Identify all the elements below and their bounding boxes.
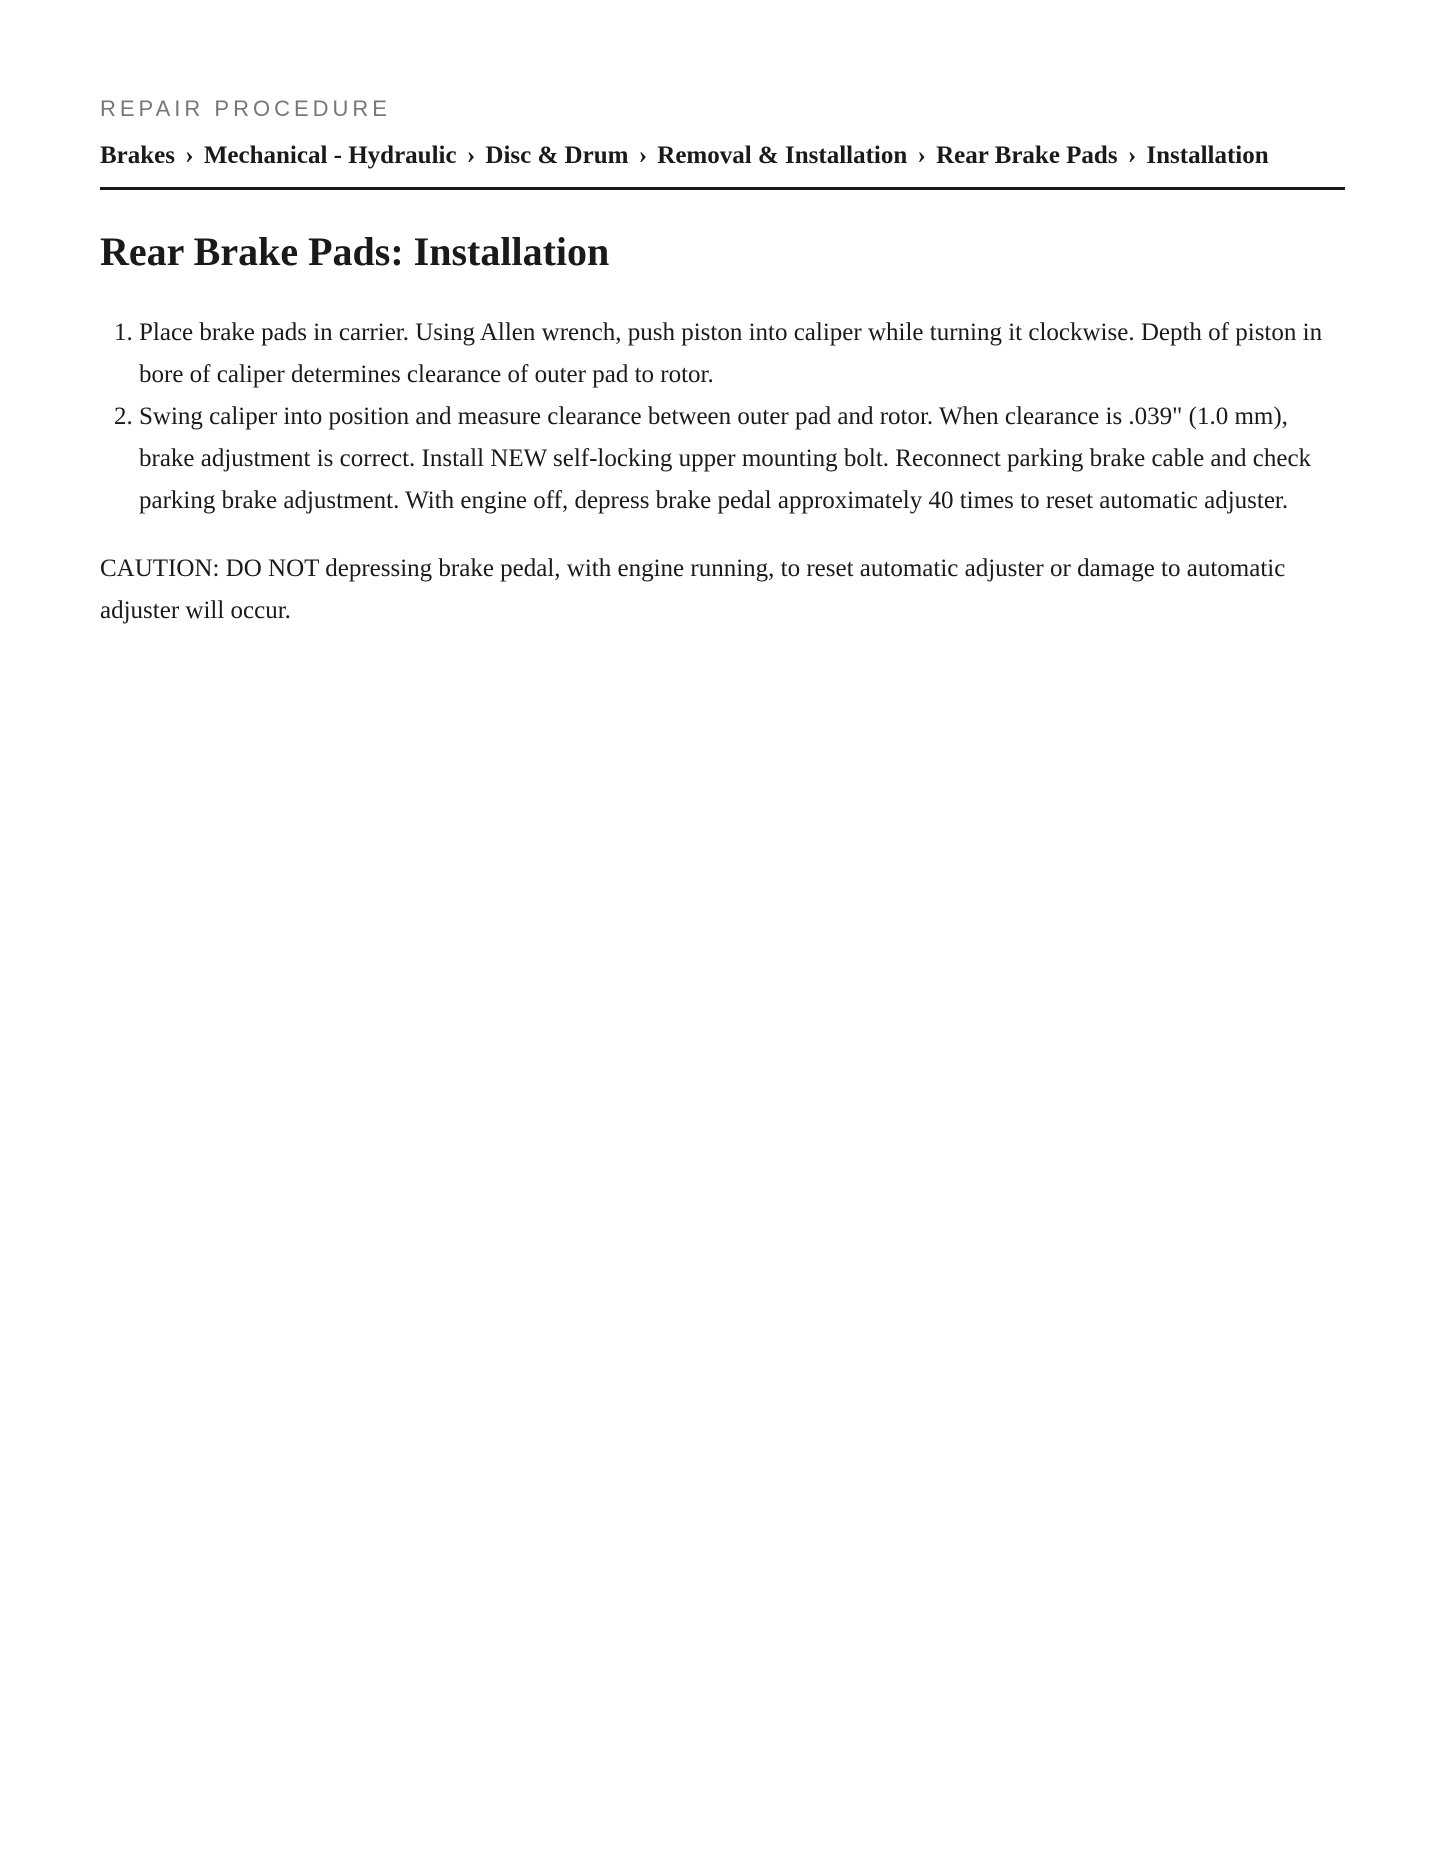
breadcrumb-separator: ›	[185, 142, 194, 169]
procedure-steps-list	[100, 312, 1345, 522]
breadcrumb-item-removal-installation[interactable]: Removal & Installation	[657, 142, 908, 169]
breadcrumb-separator: ›	[917, 142, 926, 169]
section-kicker: REPAIR PROCEDURE	[100, 96, 391, 121]
breadcrumb-item-disc-drum[interactable]: Disc & Drum	[485, 142, 629, 169]
breadcrumb-item-installation: Installation	[1146, 142, 1269, 169]
page-title: Rear Brake Pads: Installation	[100, 229, 610, 274]
breadcrumb-separator: ›	[1127, 142, 1137, 169]
breadcrumb-item-brakes[interactable]: Brakes	[100, 142, 175, 169]
document-page	[0, 0, 1445, 632]
caution-note: CAUTION: DO NOT depressing brake pedal, with engine running, to reset automatic adjuster or damage to automatic adjuster will occur.	[100, 555, 1286, 624]
breadcrumb	[100, 140, 1345, 190]
breadcrumb-item-rear-brake-pads[interactable]: Rear Brake Pads	[936, 142, 1118, 169]
breadcrumb-separator: ›	[638, 142, 648, 169]
breadcrumb-item-mechanical-hydraulic[interactable]: Mechanical - Hydraulic	[203, 142, 457, 169]
procedure-step: 1. Place brake pads in carrier. Using Allen wrench, push piston into caliper while turning it clockwise. Depth of piston in bore of caliper determines clearance of outer pad to rotor.	[139, 312, 1345, 396]
breadcrumb-separator: ›	[466, 142, 476, 169]
procedure-step: 2. Swing caliper into position and measure clearance between outer pad and rotor. When clearance is .039" (1.0 mm), brake adjustment is correct. Install NEW self-locking upper mounting bolt. Reconnect parking brake cable and check parking brake adjustment. With engine off, depress brake pedal approximately 40 times to reset automatic adjuster.	[139, 396, 1345, 522]
